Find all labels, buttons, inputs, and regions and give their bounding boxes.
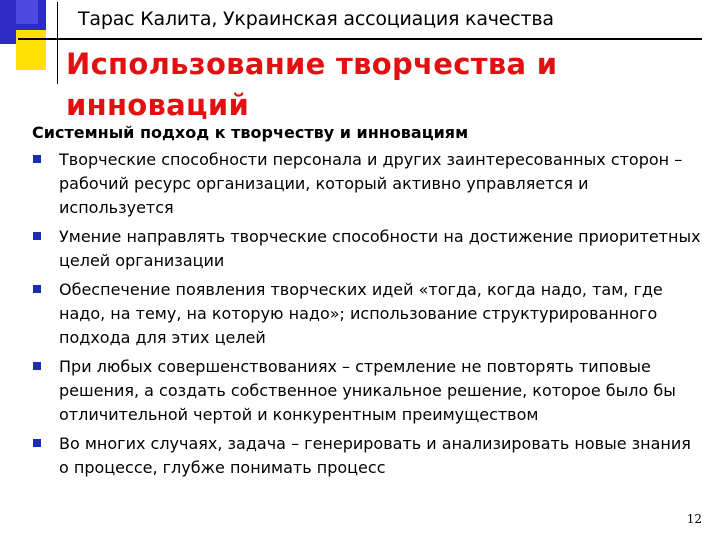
square-bullet-icon	[33, 285, 41, 293]
bullet-text: При любых совершенствованиях – стремление не повторять типовые решения, а создать собственное уникальное решение, которое было бы отличительной чертой и конкурентным преимуществом	[59, 357, 676, 424]
square-bullet-icon	[33, 155, 41, 163]
bullet-item	[32, 355, 702, 427]
bullet-text: Обеспечение появления творческих идей «тогда, когда надо, там, где надо, на тему, на которую надо»; использование структурированного подхода для этих целей	[59, 280, 663, 347]
slide-subtitle: Системный подход к творчеству и инновациям	[32, 123, 469, 142]
bullet-item	[32, 432, 702, 480]
bullet-item	[32, 278, 702, 350]
decor-yellow-square	[16, 30, 46, 70]
square-bullet-icon	[33, 439, 41, 447]
header-divider	[18, 38, 702, 40]
slide-title: Использование творчества и инноваций	[66, 47, 558, 122]
header-author: Тарас Калита, Украинская ассоциация качества	[78, 8, 554, 30]
bullet-text: Во многих случаях, задача – генерировать и анализировать новые знания о процессе, глубже понимать процесс	[59, 434, 691, 477]
bullet-item	[32, 148, 702, 220]
bullet-text: Творческие способности персонала и других заинтересованных сторон – рабочий ресурс организации, который активно управляется и используется	[59, 150, 683, 217]
bullet-item	[32, 225, 702, 273]
square-bullet-icon	[33, 232, 41, 240]
page-number: 12	[686, 512, 702, 526]
bullet-text: Умение направлять творческие способности на достижение приоритетных целей организации	[59, 227, 701, 270]
bullet-list	[32, 148, 702, 485]
vertical-divider	[57, 2, 58, 84]
decor-blue-small-square	[16, 0, 38, 24]
square-bullet-icon	[33, 362, 41, 370]
